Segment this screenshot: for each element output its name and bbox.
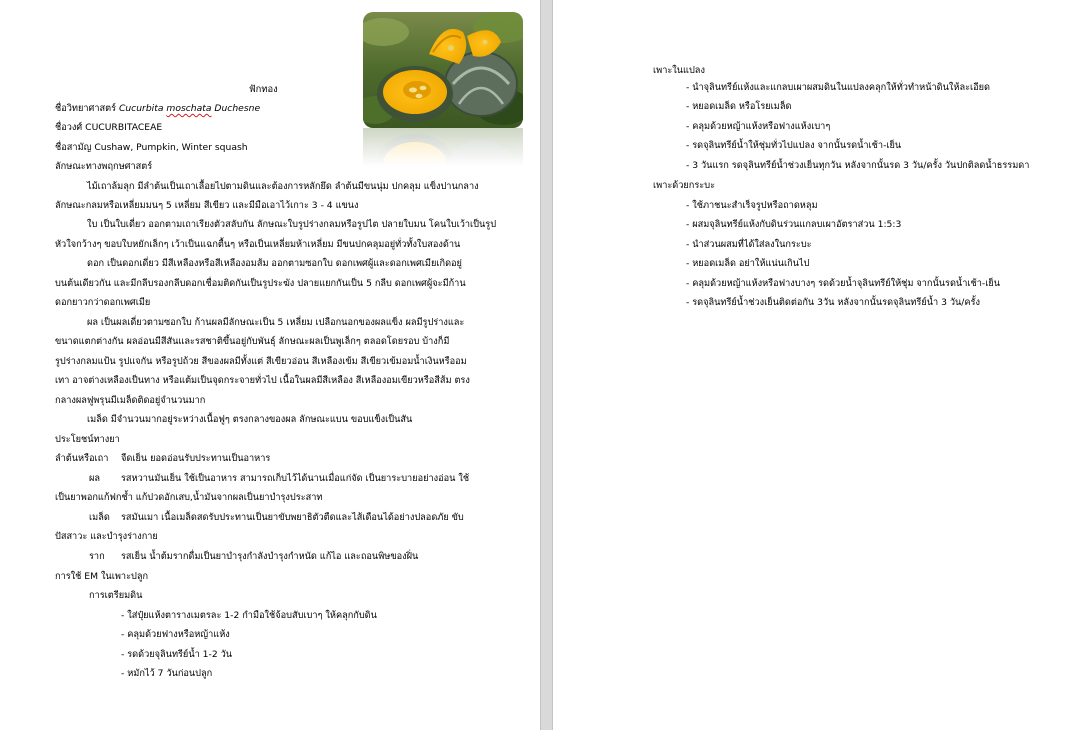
page-gutter (540, 0, 553, 730)
scientific-name-label: ชื่อวิทยาศาสตร์ (55, 103, 117, 114)
basket-planting-item: - นำส่วนผสมที่ได้ใส่ลงในกระบะ (686, 239, 812, 250)
document-page-left (0, 0, 540, 730)
botany-fruit-line-5: กลางผลฟูพรุนมีเมล็ดติดอยู่จำนวนมาก (55, 395, 206, 406)
scientific-name-genus: Cucurbita (118, 103, 164, 114)
family-name-line: ชื่อวงศ์ CUCURBITACEAE (55, 122, 163, 133)
pumpkin-image (363, 12, 523, 128)
bed-planting-heading: เพาะในแปลง (653, 65, 705, 76)
document-page-right (553, 0, 1089, 730)
use-root-label: ราก (89, 551, 105, 562)
soil-prep-heading: การเตรียมดิน (89, 590, 143, 601)
document-title: ฟักทอง (249, 84, 278, 95)
botany-flower-line-1: ดอก เป็นดอกเดี่ยว มีสีเหลืองหรือสีเหลืองอมส้ม ออกตามซอกใบ ดอกเพศผู้และดอกเพศเมียเกิดอยู่ (87, 258, 462, 269)
use-fruit-line-2: เป็นยาพอกแก้ฟกช้ำ แก้ปวดอักเสบ,น้ำมันจากผลเป็นยาบำรุงประสาท (55, 492, 323, 503)
bed-planting-item: - รดจุลินทรีย์น้ำให้ชุ่มทั่วไปแปลง จากนั้นรดน้ำเช้า-เย็น (686, 140, 902, 151)
basket-planting-item: - ผสมจุลินทรีย์แห้งกับดินร่วนแกลบเผาอัตราส่วน 1:5:3 (686, 219, 902, 230)
bed-planting-item: - 3 วันแรก รดจุลินทรีย์น้ำช่วงเย็นทุกวัน หลังจากนั้นรด 3 วัน/ครั้ง วันปกติลดน้ำธรรมดา (686, 160, 1030, 171)
botany-fruit-line-4: เทา อาจต่างเหลืองเป็นทาง หรือแต้มเป็นจุดกระจายทั่วไป เนื้อในผลมีสีเหลือง สีเหลืองอมเขียวหรือสีส้ม ตรง (55, 375, 470, 386)
use-seed-label: เมล็ด (89, 512, 110, 523)
basket-planting-item: - ใช้ภาชนะสำเร็จรูปหรือถาดหลุม (686, 200, 818, 211)
botany-fruit-line-1: ผล เป็นผลเดี่ยวตามซอกใบ ก้านผลมีลักษณะเป็น 5 เหลี่ยม เปลือกนอกของผลแข็ง ผลมีรูปร่างและ (87, 317, 465, 328)
botany-flower-line-2: บนต้นเดียวกัน และมีกลีบรองกลีบดอกเชื่อมติดกันเป็นรูประฆัง ปลายแยกกันเป็น 5 กลีบ ดอกเพศผู้จะมีก้าน (55, 278, 466, 289)
use-seed-line-2: ปัสสาวะ และบำรุงร่างกาย (55, 531, 158, 542)
bed-planting-item: - คลุมด้วยหญ้าแห้งหรือฟางแห้งเบาๆ (686, 121, 831, 132)
common-name-line: ชื่อสามัญ Cushaw, Pumpkin, Winter squash (55, 142, 248, 153)
use-fruit-line-1: รสหวานมันเย็น ใช้เป็นอาหาร สามารถเก็บไว้ได้นานเมื่อแก่จัด เป็นยาระบายอย่างอ่อน ใช้ (121, 473, 470, 484)
medicinal-uses-heading: ประโยชน์ทางยา (55, 434, 120, 445)
botany-fruit-line-2: ขนาดแตกต่างกัน ผลอ่อนมีสีสันและรสชาติขึ้นอยู่กับพันธุ์ ลักษณะผลเป็นพูเล็กๆ ตลอดโดยรอบ บ้างก็มี (55, 336, 450, 347)
botany-heading: ลักษณะทางพฤกษศาสตร์ (55, 161, 153, 172)
soil-prep-item: - ใส่ปุ๋ยแห้งตารางเมตรละ 1-2 กำมือใช้จ้อบสับเบาๆ ให้คลุกกับดิน (121, 610, 377, 621)
soil-prep-item: - คลุมด้วยฟางหรือหญ้าแห้ง (121, 629, 230, 640)
basket-planting-item: - หยอดเมล็ด อย่าให้แน่นเกินไป (686, 258, 810, 269)
scientific-name-species: moschata (166, 103, 212, 114)
basket-planting-heading: เพาะด้วยกระบะ (653, 180, 715, 191)
use-seed-line-1: รสมันเมา เนื้อเมล็ดสดรับประทานเป็นยาขับพยาธิตัวตืดและไส้เดือนได้อย่างปลอดภัย ขับ (121, 512, 464, 523)
use-root-text: รสเย็น น้ำต้มรากดื่มเป็นยาบำรุงกำลังบำรุงกำหนัด แก้ไอ และถอนพิษของฝิ่น (121, 551, 419, 562)
scientific-name-line (55, 103, 260, 115)
botany-leaf-line-1: ใบ เป็นใบเดี่ยว ออกตามเถาเรียงตัวสลับกัน ลักษณะใบรูปร่างกลมหรือรูปไต ปลายใบมน โคนใบเว้าเป็นรูป (87, 219, 497, 230)
soil-prep-item: - หมักไว้ 7 วันก่อนปลูก (121, 668, 213, 679)
basket-planting-item: - รดจุลินทรีย์น้ำช่วงเย็นติดต่อกัน 3วัน หลังจากนั้นรดจุลินทรีย์น้ำ 3 วัน/ครั้ง (686, 297, 980, 308)
pumpkin-image-reflection (363, 128, 523, 166)
botany-stem-line-2: ลักษณะกลมหรือเหลี่ยมมนๆ 5 เหลี่ยม สีเขียว และมีมือเอาไว้เกาะ 3 - 4 แขนง (55, 200, 359, 211)
bed-planting-item: - หยอดเมล็ด หรือโรยเมล็ด (686, 101, 792, 112)
bed-planting-item: - นำจุลินทรีย์แห้งและแกลบเผาผสมดินในแปลงคลุกให้ทั่วทำหน้าดินให้ละเอียด (686, 82, 991, 93)
botany-fruit-line-3: รูปร่างกลมแป้น รูปแจกัน หรือรูปถ้วย สีของผลมีทั้งแต่ สีเขียวอ่อน สีเหลืองเข้ม สีเขียวเข้มอมน้ำเงินหรืออม (55, 356, 467, 367)
em-usage-heading: การใช้ EM ในเพาะปลูก (55, 571, 149, 582)
botany-leaf-line-2: หัวใจกว้างๆ ขอบใบหยักเล็กๆ เว้าเป็นแฉกตื้นๆ หรือเป็นเหลี่ยมห้าเหลี่ยม มีขนปกคลุมอยู่ทั่วทั้งใบสองด้าน (55, 239, 461, 250)
botany-seed-line: เมล็ด มีจำนวนมากอยู่ระหว่างเนื้อฟูๆ ตรงกลางของผล ลักษณะแบน ขอบแข็งเป็นสัน (87, 414, 413, 425)
basket-planting-item: - คลุมด้วยหญ้าแห้งหรือฟางบางๆ รดด้วยน้ำจุลินทรีย์ให้ชุ่ม จากนั้นรดน้ำเช้า-เย็น (686, 278, 1001, 289)
use-stem-text: จืดเย็น ยอดอ่อนรับประทานเป็นอาหาร (121, 453, 271, 464)
use-fruit-label: ผล (89, 473, 101, 484)
soil-prep-item: - รดด้วยจุลินทรีย์น้ำ 1-2 วัน (121, 649, 233, 660)
scientific-name-author: Duchesne (214, 103, 261, 114)
botany-flower-line-3: ดอกยาวกว่าดอกเพศเมีย (55, 297, 151, 308)
use-stem-label: ลำต้นหรือเถา (55, 453, 109, 464)
botany-stem-line-1: ไม้เถาล้มลุก มีลำต้นเป็นเถาเลื้อยไปตามดินและต้องการหลักยึด ลำต้นมีขนนุ่ม ปกคลุม แข็งปานกลาง (87, 181, 479, 192)
